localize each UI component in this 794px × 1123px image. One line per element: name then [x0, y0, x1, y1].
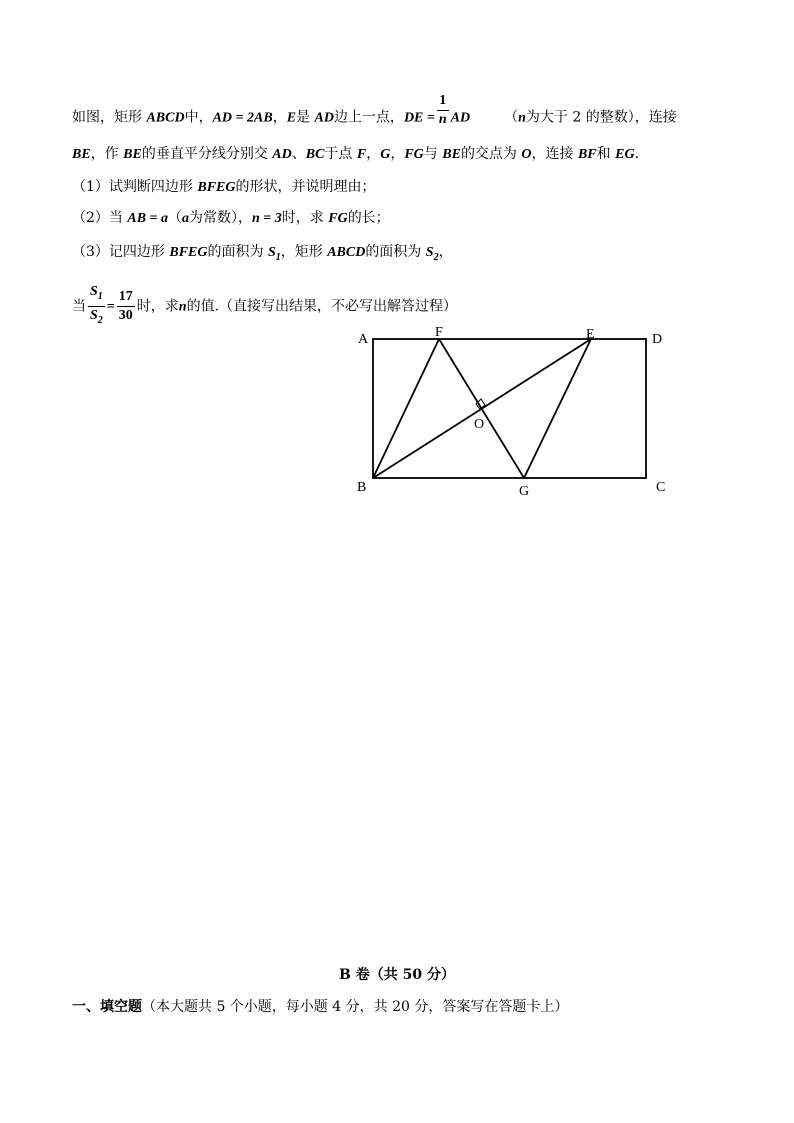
math: n = 3 [252, 211, 282, 226]
text: 为大于 2 的整数），连接 [525, 109, 677, 126]
label-a: A [358, 332, 369, 347]
math: BF [577, 147, 597, 162]
text: 的长； [347, 210, 390, 226]
text: 当 [72, 298, 86, 315]
frac-num: 1 [437, 92, 449, 111]
math: BE [72, 147, 91, 162]
text: 与 [423, 146, 443, 162]
math: ABCD [146, 110, 185, 126]
label-b: B [357, 480, 367, 495]
text: （ [168, 210, 183, 226]
math: BFEG [169, 245, 208, 260]
math: n [178, 299, 187, 315]
s-base: S [90, 307, 98, 323]
text: 于点 [324, 146, 357, 162]
math: E [286, 110, 297, 126]
rectangle-abcd [373, 339, 646, 478]
text: （2）当 [72, 210, 128, 226]
text: 边上一点， [333, 109, 404, 126]
math: ABCD [327, 245, 366, 260]
text: ，作 [90, 146, 124, 162]
text: ， [272, 109, 287, 126]
text: （1）试判断四边形 [72, 179, 198, 195]
text: 中， [184, 109, 213, 126]
question-2 [72, 208, 390, 229]
math: O [521, 147, 532, 162]
label-c: C [656, 480, 666, 495]
frac-den [88, 307, 105, 330]
label-f: F [435, 325, 443, 340]
s-sub: 1 [97, 290, 103, 302]
math: BE [123, 147, 142, 162]
text: 是 [296, 109, 315, 126]
math: AB = a [127, 211, 169, 226]
text: 时，求 [281, 210, 329, 226]
text: . [634, 146, 640, 162]
text: ，矩形 [280, 244, 328, 260]
math: FG [404, 147, 424, 162]
text: ， [390, 146, 405, 162]
fraction-1-over-n [437, 92, 449, 129]
text: 和 [596, 146, 616, 162]
text: 的值.（直接写出结果，不必写出解答过程） [186, 298, 458, 315]
math: n [518, 110, 526, 126]
question-3 [72, 242, 453, 268]
s1-symbol [267, 245, 281, 263]
math: AD [314, 110, 334, 126]
section-b-title: B 卷（共 50 分） [339, 967, 455, 983]
text: 、 [291, 146, 306, 162]
geometry-figure [350, 322, 690, 502]
frac-den: n [438, 112, 447, 127]
text: 的面积为 [365, 244, 426, 260]
math: AD [450, 110, 471, 126]
problem-line-2 [72, 144, 639, 165]
question-1 [72, 177, 375, 198]
s-base: S [90, 284, 98, 299]
text: 如图，矩形 [72, 109, 147, 126]
s-base: S [267, 245, 276, 260]
s-sub: 2 [97, 314, 103, 326]
frac-den: 30 [118, 307, 133, 323]
fraction-s1-over-s2 [88, 283, 105, 330]
text: 的形状，并说明理由； [235, 179, 376, 195]
s-sub: 1 [275, 251, 281, 263]
s-sub: 2 [433, 251, 439, 263]
text: （3）记四边形 [72, 244, 170, 260]
s2-symbol [425, 245, 439, 263]
text: （ [504, 109, 519, 126]
text: 为常数）， [189, 210, 253, 226]
text: ，连接 [531, 146, 578, 162]
math: BE [442, 147, 461, 162]
label-o: O [474, 417, 485, 432]
text: 的交点为 [460, 146, 522, 162]
label-g: G [519, 484, 530, 499]
math: G [380, 147, 391, 162]
math: FG [328, 211, 348, 226]
heading: 一、填空题 [72, 999, 142, 1015]
label-e: E [586, 327, 595, 342]
text: ， [366, 146, 381, 162]
label-d: D [652, 332, 663, 347]
math: DE = [403, 110, 435, 126]
text: 的垂直平分线分别交 [141, 146, 273, 162]
math: AD = 2AB [212, 110, 273, 126]
frac-num: 17 [117, 288, 135, 307]
problem-line-1 [72, 93, 677, 129]
math: F [356, 147, 367, 162]
math: a [182, 211, 190, 226]
text: 时，求 [136, 298, 179, 315]
math: AD [272, 147, 292, 162]
text: 的面积为 [207, 244, 268, 260]
math: BFEG [197, 180, 236, 195]
heading-note: （本大题共 5 个小题，每小题 4 分，共 20 分，答案写在答题卡上） [142, 999, 569, 1015]
math: BC [305, 147, 325, 162]
text: ， [438, 244, 453, 260]
equals-sign: = [106, 299, 115, 315]
section-b-heading [72, 997, 568, 1017]
fraction-17-over-30 [117, 288, 135, 325]
frac-num [88, 283, 105, 307]
s-base: S [425, 245, 434, 260]
math: EG [615, 147, 635, 162]
